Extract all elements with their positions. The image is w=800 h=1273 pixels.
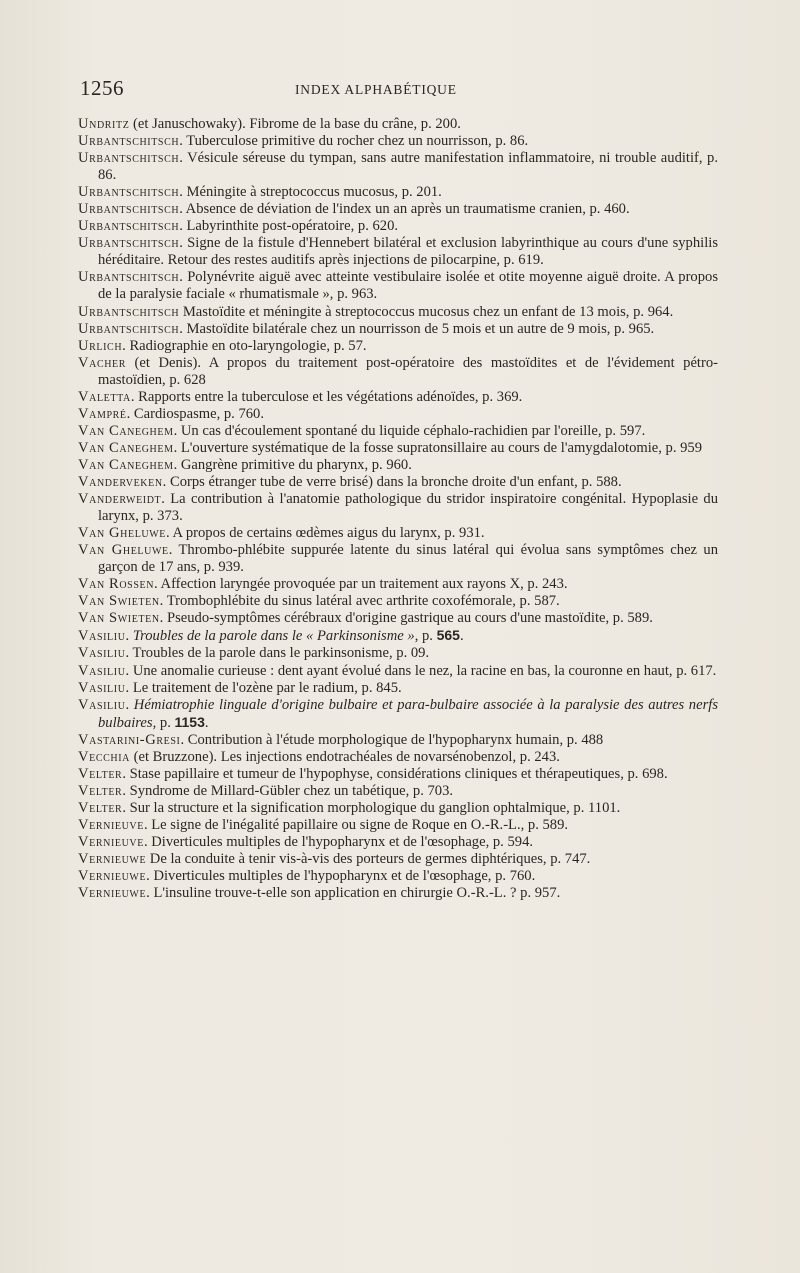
entry-text: (et Denis). A propos du traitement post-opératoire des mastoïdites et de l'évidement pétro-mastoïdien, p. 628 — [98, 354, 718, 388]
entry-text: . Pseudo-symptômes cérébraux d'origine gastrique au cours d'une mastoïdite, p. 589. — [159, 610, 653, 627]
entry-author: Urlich — [78, 337, 123, 354]
entry-author: Vernieuwe — [78, 851, 147, 868]
index-entry — [78, 593, 718, 610]
index-entry — [78, 525, 718, 542]
entry-author: Vanderveken — [78, 473, 163, 490]
entry-text: . Trombophlébite du sinus latéral avec arthrite coxofémorale, p. 587. — [159, 593, 560, 610]
entry-page-bold: 1153 — [174, 713, 205, 730]
entry-author: Vastarini-Gresi — [78, 731, 181, 748]
entry-page-bold: 565 — [436, 627, 460, 644]
entry-author: Van Caneghem — [78, 456, 174, 473]
index-entry — [78, 304, 718, 321]
index-entry — [78, 338, 718, 355]
entry-text: . Cardiospasme, p. 760. — [126, 405, 265, 422]
entry-text: . Gangrène primitive du pharynx, p. 960. — [173, 456, 412, 473]
entry-text: . Diverticules multiples de l'hypopharynx et de l'œsophage, p. 594. — [143, 833, 534, 850]
entry-author: Urbantschitsch — [78, 133, 180, 150]
entry-text: . Stase papillaire et tumeur de l'hypophyse, considérations cliniques et thérapeutiques, p. 698. — [122, 765, 668, 782]
entry-title-italic: Troubles de la parole dans le « Parkinsonisme » — [132, 628, 415, 645]
entry-author: Van Gheluwe — [78, 542, 169, 559]
page-header — [80, 76, 720, 102]
index-entry — [78, 116, 718, 133]
entry-author: Urbantschitsch — [78, 235, 180, 252]
entry-author: Vernieuve — [78, 833, 144, 850]
entry-author: Velter — [78, 765, 123, 782]
index-entry — [78, 851, 718, 868]
index-entry — [78, 800, 718, 817]
entry-author: Urbantschitsch — [78, 218, 180, 235]
index-entry — [78, 663, 718, 680]
entry-text: (et Bruzzone). Les injections endotrachéales de novarsénobenzol, p. 243. — [129, 748, 560, 765]
index-entry — [78, 423, 718, 440]
index-entry — [78, 440, 718, 457]
entry-text: . Absence de déviation de l'index un an après un traumatisme cranien, p. 460. — [179, 201, 630, 218]
index-entry — [78, 766, 718, 783]
entry-author: Velter — [78, 782, 123, 799]
entry-text: . Radiographie en oto-laryngologie, p. 57. — [122, 337, 367, 354]
entry-title-italic: Hémiatrophie linguale d'origine bulbaire et para-bulbaire associée à la paralysie des autres nerfs bulbaires — [98, 696, 718, 731]
entry-author: Van Caneghem — [78, 439, 174, 456]
entry-text: . Méningite à streptococcus mucosus, p. 201. — [179, 184, 442, 201]
entry-text: Mastoïdite et méningite à streptococcus mucosus chez un enfant de 13 mois, p. 964. — [179, 303, 674, 320]
index-entry — [78, 576, 718, 593]
entry-text: . Le traitement de l'ozène par le radium, p. 845. — [125, 679, 402, 696]
entry-text: . Une anomalie curieuse : dent ayant évolué dans le nez, la racine en bas, la couronne en haut, p. 617. — [125, 662, 717, 679]
index-entry — [78, 491, 718, 525]
entry-author: Urbantschitsch — [78, 269, 180, 286]
index-entry — [78, 627, 718, 645]
index-entry — [78, 355, 718, 389]
entry-author: Vernieuwe — [78, 868, 147, 885]
entry-author: Van Gheluwe — [78, 525, 166, 542]
entry-text: . La contribution à l'anatomie pathologique du stridor inspiratoire congénital. Hypoplasie du larynx, p. 373. — [98, 491, 718, 525]
entry-author: Urbantschitsch — [78, 320, 180, 337]
entry-author: Undritz — [78, 116, 130, 132]
entry-text: . Labyrinthite post-opératoire, p. 620. — [179, 218, 399, 235]
entry-text: . Affection laryngée provoquée par un traitement aux rayons X, p. 243. — [154, 576, 568, 593]
entry-text: . Troubles de la parole dans le parkinsonisme, p. 09. — [125, 645, 430, 662]
entry-text: . A propos de certains œdèmes aigus du larynx, p. 931. — [165, 525, 485, 542]
entry-text: . Sur la structure et la signification morphologique du ganglion ophtalmique, p. 1101. — [122, 799, 621, 816]
entry-author: Vanderweidt — [78, 491, 162, 508]
entry-author: Van Swieten — [78, 593, 160, 610]
entry-author: Vasiliu — [78, 628, 126, 645]
index-entry — [78, 321, 718, 338]
entry-author: Van Rossen — [78, 576, 155, 593]
entry-text: . Rapports entre la tuberculose et les végétations adénoïdes, p. 369. — [130, 388, 523, 405]
page-number: 1256 — [80, 76, 124, 100]
entry-text: De la conduite à tenir vis-à-vis des porteurs de germes diphtériques, p. 747. — [146, 851, 591, 868]
entry-text: . Signe de la fistule d'Hennebert bilatéral et exclusion labyrinthique au cours d'une syphilis héréditaire. Retour des restes auditifs après injections de pilocarpine, p. 619. — [98, 235, 718, 269]
entry-author: Vasiliu — [78, 679, 126, 696]
entry-text: . Mastoïdite bilatérale chez un nourrisson de 5 mois et un autre de 9 mois, p. 965. — [179, 320, 655, 337]
index-entry — [78, 697, 718, 732]
index-entry — [78, 150, 718, 184]
entry-text: . Un cas d'écoulement spontané du liquide céphalo-rachidien par l'oreille, p. 597. — [173, 422, 646, 439]
entry-text: . L'insuline trouve-t-elle son application en chirurgie O.-R.-L. ? p. 957. — [146, 885, 561, 902]
entry-author: Urbantschitsch — [78, 184, 180, 201]
entry-text: . Vésicule séreuse du tympan, sans autre manifestation inflammatoire, ni trouble auditif, p. 86. — [98, 150, 718, 184]
index-entry — [78, 133, 718, 150]
entry-author: Vasiliu — [78, 645, 126, 662]
entry-author: Urbantschitsch — [78, 201, 180, 218]
entry-separator: . — [125, 696, 134, 713]
entry-author: Van Swieten — [78, 610, 160, 627]
entry-author: Vasiliu — [78, 662, 126, 679]
entry-text: (et Januschowaky). Fibrome de la base du crâne, p. 200. — [129, 116, 461, 132]
entry-separator: . — [125, 628, 133, 645]
entry-author: Velter — [78, 799, 123, 816]
index-entry — [78, 834, 718, 851]
index-entry — [78, 868, 718, 885]
entry-author: Vernieuwe — [78, 885, 147, 902]
running-title: INDEX ALPHABÉTIQUE — [295, 82, 457, 97]
index-entry — [78, 783, 718, 800]
entry-text: . Le signe de l'inégalité papillaire ou signe de Roque en O.-R.-L., p. 589. — [143, 816, 569, 833]
index-entry — [78, 389, 718, 406]
index-entry — [78, 235, 718, 269]
index-entry — [78, 542, 718, 576]
index-entry — [78, 645, 718, 662]
entry-text: . Syndrome de Millard-Gübler chez un tabétique, p. 703. — [122, 782, 454, 799]
entry-text: . L'ouverture systématique de la fosse supratonsillaire au cours de l'amygdalotomie, p. 959 — [173, 439, 703, 456]
entry-text: . Diverticules multiples de l'hypopharynx et de l'œsophage, p. 760. — [146, 868, 536, 885]
entry-text: , p. — [414, 628, 437, 645]
index-entry — [78, 885, 718, 902]
entry-author: Valetta — [78, 388, 131, 405]
index-entry — [78, 201, 718, 218]
index-entry — [78, 680, 718, 697]
index-entry — [78, 269, 718, 303]
entry-author: Vasiliu — [78, 696, 126, 713]
index-entries — [78, 116, 718, 902]
entry-author: Van Caneghem — [78, 422, 174, 439]
index-entry — [78, 474, 718, 491]
entry-text: . Thrombo-phlébite suppurée latente du sinus latéral qui évolua sans symptômes chez un garçon de 17 ans, p. 939. — [98, 542, 718, 576]
entry-text: . Corps étranger tube de verre brisé) dans la bronche droite d'un enfant, p. 588. — [162, 473, 622, 490]
index-entry — [78, 457, 718, 474]
entry-text: , p. — [152, 714, 175, 731]
index-entry — [78, 406, 718, 423]
entry-text: . Contribution à l'étude morphologique de l'hypopharynx humain, p. 488 — [180, 731, 604, 748]
index-entry — [78, 749, 718, 766]
index-entry — [78, 184, 718, 201]
index-entry — [78, 218, 718, 235]
index-entry — [78, 610, 718, 627]
entry-text: . Polynévrite aiguë avec atteinte vestibulaire isolée et otite moyenne aiguë droite. A propos de la paralysie faciale « rhumatismale », p. 963. — [98, 269, 718, 303]
index-entry — [78, 732, 718, 749]
entry-author: Vernieuve — [78, 816, 144, 833]
entry-author: Vacher — [78, 354, 127, 371]
entry-end: . — [204, 714, 209, 731]
entry-end: . — [459, 628, 464, 645]
entry-author: Urbantschitsch — [78, 150, 180, 167]
entry-author: Vecchia — [78, 748, 130, 765]
entry-author: Vampré — [78, 405, 127, 422]
entry-text: . Tuberculose primitive du rocher chez un nourrisson, p. 86. — [179, 133, 529, 150]
index-entry — [78, 817, 718, 834]
entry-author: Urbantschitsch — [78, 303, 180, 320]
